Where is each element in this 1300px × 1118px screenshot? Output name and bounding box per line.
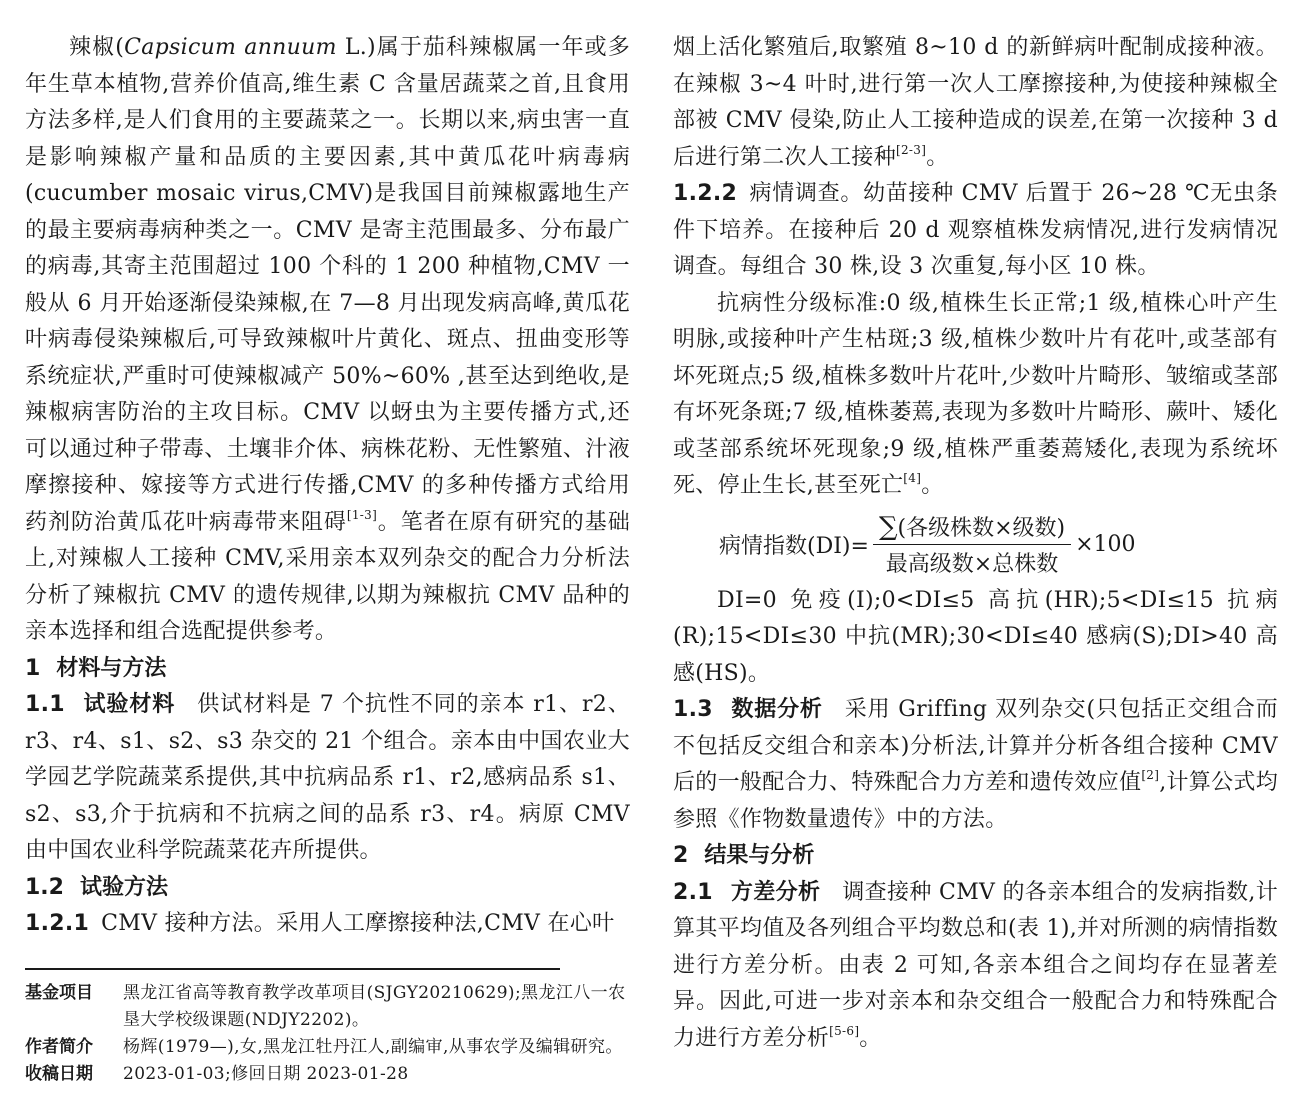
section-1-2-1-text: CMV 接种方法。采用人工摩擦接种法,CMV 在心叶 [101, 911, 615, 936]
footnote-label: 基金项目 [25, 983, 93, 1003]
section-1-1-text: 供试材料是 7 个抗性不同的亲本 r1、r2、r3、r4、s1、s2、s3 杂交的 21 个组合。亲本由中国农业大学园艺学院蔬菜系提供,其中抗病品系 r1、r2,感病品系 s1、s2、s3,介于抗病和不抗病之间的品系 r3、r4。病原 CMV 由中国农业科学院蔬菜花卉所提供。 [25, 692, 631, 863]
formula-rhs: ×100 [1075, 532, 1136, 557]
disease-index-formula [719, 507, 1278, 583]
formula-lhs: 病情指数(DI)= [719, 534, 869, 559]
punctuation: 。 [859, 1025, 882, 1051]
section-number: 1.2.2 [673, 181, 738, 206]
citation: [1-3] [346, 507, 378, 522]
left-column [25, 30, 630, 943]
section-1-3-paragraph [673, 692, 1278, 838]
inoculation-paragraph [673, 30, 1278, 176]
di-classification-text: DI=0 免疫(I);0<DI≤5 高抗(HR);5<DI≤15 抗病(R);15<DI≤30 中抗(MR);30<DI≤40 感病(S);DI>40 高感(HS)。 [673, 587, 1278, 686]
footnotes [25, 980, 640, 1088]
punctuation: 。 [921, 473, 944, 498]
footnote-fund [25, 980, 640, 1034]
di-classification-paragraph [673, 583, 1278, 693]
section-title: 材料与方法 [56, 655, 167, 681]
section-number: 1.2.1 [25, 911, 90, 936]
right-column [673, 30, 1278, 1057]
section-1-1-paragraph [25, 687, 630, 870]
footnote-text: 杨辉(1979—),女,黑龙江牡丹江人,副编审,从事农学及编辑研究。 [123, 1037, 623, 1057]
section-number: 2.1 [673, 879, 713, 905]
section-1-2-2-text: 病情调查。幼苗接种 CMV 后置于 26~28 ℃无虫条件下培养。在接种后 20 d 观察植株发病情况,进行发病情况调查。每组合 30 株,设 3 次重复,每小区 10 株。 [673, 181, 1278, 279]
section-1-2-2-paragraph [673, 176, 1278, 286]
citation: [2] [1141, 768, 1160, 782]
sigma-symbol: ∑ [878, 512, 898, 542]
section-title: 结果与分析 [704, 843, 815, 868]
grading-paragraph [673, 286, 1278, 505]
section-1-3-text: 采用 Griffing 双列杂交(只包括正交组合而不包括反交组合和亲本)分析法,计算并分析各组合接种 CMV 后的一般配合力、特殊配合力方差和遗传效应值 [673, 697, 1278, 795]
footnote-label: 作者简介 [25, 1037, 93, 1057]
intro-text-1: 辣椒( [69, 35, 125, 60]
section-title: 方差分析 [730, 879, 821, 905]
section-number: 1.3 [673, 697, 713, 722]
section-2-1-text: 调查接种 CMV 的各亲本组合的发病指数,计算其平均值及各列组合平均数总和(表 1),并对所测的病情指数进行方差分析。由表 2 可知,各亲本组合之间均存在显著差异。因此,可进一步对亲本和杂交组合一般配合力和特殊配合力进行方差分析 [673, 879, 1279, 1051]
section-title: 试验材料 [82, 692, 176, 717]
section-1-2-heading [25, 870, 630, 907]
citation: [4] [903, 471, 922, 485]
section-title: 试验方法 [79, 874, 168, 900]
section-1-heading [25, 651, 630, 688]
formula-numerator [873, 511, 1071, 544]
footnote-label: 收稿日期 [25, 1064, 93, 1084]
punctuation: 。 [926, 144, 949, 170]
section-number: 2 [673, 843, 689, 868]
intro-text-2: L.)属于茄科辣椒属一年或多年生草本植物,营养价值高,维生素 C 含量居蔬菜之首,且食用方法多样,是人们食用的主要蔬菜之一。长期以来,病虫害一直是影响辣椒产量和品质的主要因素,其中黄瓜花叶病毒病(cucumber mosaic virus,CMV)是我国目前辣椒露地生产的最主要病毒病种类之一。CMV 是寄主范围最多、分布最广的病毒,其寄主范围超过 100 个科的 1 200 种植物,CMV 一般从 6 月开始逐渐侵染辣椒,在 7—8 月出现发病高峰,黄瓜花叶病毒侵染辣椒后,可导致辣椒叶片黄化、斑点、扭曲变形等系统症状,严重时可使辣椒减产 50%~60% ,甚至达到绝收,是辣椒病害防治的主攻目标。CMV 以蚜虫为主要传播方式,还可以通过种子带毒、土壤非介体、病株花粉、无性繁殖、汁液摩擦接种、嫁接等方式进行传播,CMV 的多种传播方式给用药剂防治黄瓜花叶病毒带来阻碍 [25, 35, 631, 535]
formula-denominator: 最高级数×总株数 [885, 552, 1059, 577]
citation: [5-6] [829, 1023, 860, 1038]
numerator-text: (各级株数×级数) [897, 516, 1066, 541]
footnote-divider [25, 968, 560, 970]
section-number: 1 [25, 655, 41, 681]
inoculation-text: 烟上活化繁殖后,取繁殖 8~10 d 的新鲜病叶配制成接种液。在辣椒 3~4 叶时,进行第一次人工摩擦接种,为使接种辣椒全部被 CMV 侵染,防止人工接种造成的误差,在第一次接种 3 d 后进行第二次人工接种 [673, 35, 1278, 170]
section-1-3-tail: ,计算公式均参照《作物数量遗传》中的方法。 [673, 770, 1279, 832]
grading-text: 抗病性分级标准:0 级,植株生长正常;1 级,植株心叶产生明脉,或接种叶产生枯斑;3 级,植株少数叶片有花叶,或茎部有坏死斑点;5 级,植株多数叶片花叶,少数叶片畸形、皱缩或茎部有坏死条斑;7 级,植株萎蔫,表现为多数叶片畸形、蕨叶、矮化或茎部系统坏死现象;9 级,植株严重萎蔫矮化,表现为系统坏死、停止生长,甚至死亡 [673, 290, 1278, 498]
footnote-text: 黑龙江省高等教育教学改革项目(SJGY20210629);黑龙江八一农垦大学校级课题(NDJY2202)。 [123, 983, 626, 1030]
section-number: 1.2 [25, 874, 64, 900]
section-2-heading [673, 838, 1278, 875]
footnote-date [25, 1061, 640, 1088]
section-title: 数据分析 [730, 697, 823, 722]
intro-text-3: 。笔者在原有研究的基础上,对辣椒人工接种 CMV,采用亲本双列杂交的配合力分析法分析了辣椒抗 CMV 的遗传规律,以期为辣椒抗 CMV 品种的亲本选择和组合选配提供参考。 [25, 509, 630, 644]
section-2-1-paragraph [673, 875, 1278, 1058]
section-number: 1.1 [25, 692, 65, 717]
citation: [2-3] [896, 142, 927, 157]
footnote-text: 2023-01-03;修回日期 2023-01-28 [123, 1064, 409, 1084]
section-1-2-1-paragraph [25, 906, 630, 943]
intro-paragraph [25, 30, 630, 651]
footnote-author [25, 1034, 640, 1061]
species-name: Capsicum annuum [124, 35, 337, 60]
formula-fraction [873, 511, 1071, 578]
